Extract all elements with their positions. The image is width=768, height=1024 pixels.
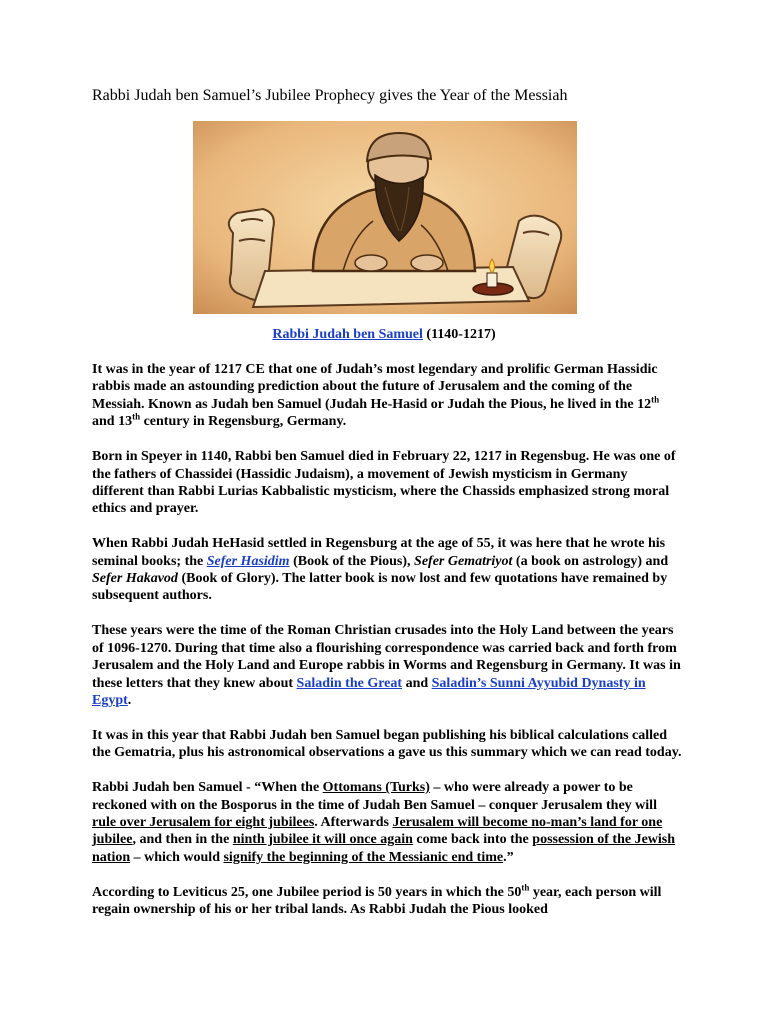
saladin-link[interactable]: Saladin the Great [296,675,403,691]
caption-dates: (1140-1217) [422,327,496,342]
p4-text-a: These years were the time of the Roman Christian crusades into the Holy Land between the years of 1096-1270. During that time also a flourishing correspondence was carried back and forth from Jerusalem and the Holy Land and Europe rabbis in Worms and Regensburg in Germany. It was in these letters that they knew about [92,623,681,691]
paragraph-3 [92,535,682,605]
paragraph-4 [92,622,682,709]
sefer-hasidim-link-text: Sefer Hasidim [206,553,290,569]
rabbi-illustration [193,121,577,314]
paragraph-5: It was in this year that Rabbi Judah ben Samuel began publishing his biblical calculations called the Gematria, plus his astronomical observations a gave us this summary which we can read today. [92,727,682,761]
caption-link[interactable]: Rabbi Judah ben Samuel [272,327,423,342]
p3-text-a: When Rabbi Judah HeHasid settled in Regensburg at the age of 55, it was here that he wrote his seminal books; the [92,536,666,569]
ayyubid-dynasty-link[interactable]: Saladin’s Sunni Ayyubid Dynasty in Egypt [92,675,646,708]
sefer-hasidim-link[interactable] [207,554,290,569]
p3-text-d: (Book of Glory). The latter book is now lost and few quotations have remained by subsequent authors. [92,571,668,604]
article-body [92,361,682,936]
p7-text-b: year, each person will regain ownership of his or her tribal lands. As Rabbi Judah the Pious looked [92,884,662,918]
p6-underline-1: Ottomans (Turks) [322,780,430,796]
p6-text-c: . Afterwards [314,815,393,831]
paragraph-7 [92,884,682,919]
p6-text-e: come back into the [412,832,533,848]
p1-text-a: It was in the year of 1217 CE that one of Judah’s most legendary and prolific German Hassidic rabbis made an astounding prediction about the future of Jerusalem and the coming of the Messiah. Known as Judah ben Samuel (Judah He-Hasid or Judah the Pious, he lived in the 12 [92,362,658,412]
paragraph-6 [92,779,682,866]
image-caption [0,327,768,343]
p1-text-c: century in Regensburg, Germany. [140,414,347,430]
paragraph-1 [92,361,682,431]
p6-underline-6: signify the beginning of the Messianic end time [223,849,504,865]
p7-sup: th [521,882,530,893]
p1-sup-2: th [132,411,141,422]
p6-text-b: – who were already a power to be reckoned with on the Bosporus in the time of Judah Ben Samuel – conquer Jerusalem they will [92,780,657,813]
p4-text-c: . [127,693,132,708]
p3-text-b: (Book of the Pious), [289,553,415,569]
page-title: Rabbi Judah ben Samuel’s Jubilee Prophecy gives the Year of the Messiah [92,87,568,104]
p6-text-d: , and then in the [132,832,233,848]
p6-text-a: Rabbi Judah ben Samuel - “When the [92,780,323,796]
p1-sup-1: th [651,394,660,405]
rabbi-illustration-image [193,121,577,314]
sefer-hakavod-title: Sefer Hakavod [92,571,178,587]
p3-text-c: (a book on astrology) and [512,553,669,569]
p4-text-b: and [402,675,432,691]
p6-underline-4: ninth jubilee it will once again [232,832,413,848]
paragraph-2: Born in Speyer in 1140, Rabbi ben Samuel died in February 22, 1217 in Regensbug. He was one of the fathers of Chassidei (Hassidic Judaism), a movement of Jewish mysticism in Germany different than Rabbi Lurias Kabbalistic mysticism, where the Chassids emphasized strong moral ethics and prayer. [92,449,676,517]
p6-text-g: .” [503,849,514,865]
p1-text-b: and 13 [92,414,133,430]
p6-underline-3: Jerusalem will become no-man’s land for one jubilee [92,815,663,848]
p7-text-a: According to Leviticus 25, one Jubilee period is 50 years in which the 50 [92,884,522,900]
p6-underline-5: possession of the Jewish nation [92,832,676,865]
sefer-gematriyot-title: Sefer Gematriyot [414,553,513,569]
p6-underline-2: rule over Jerusalem for eight jubilees [92,815,315,831]
p6-text-f: – which would [130,849,224,865]
